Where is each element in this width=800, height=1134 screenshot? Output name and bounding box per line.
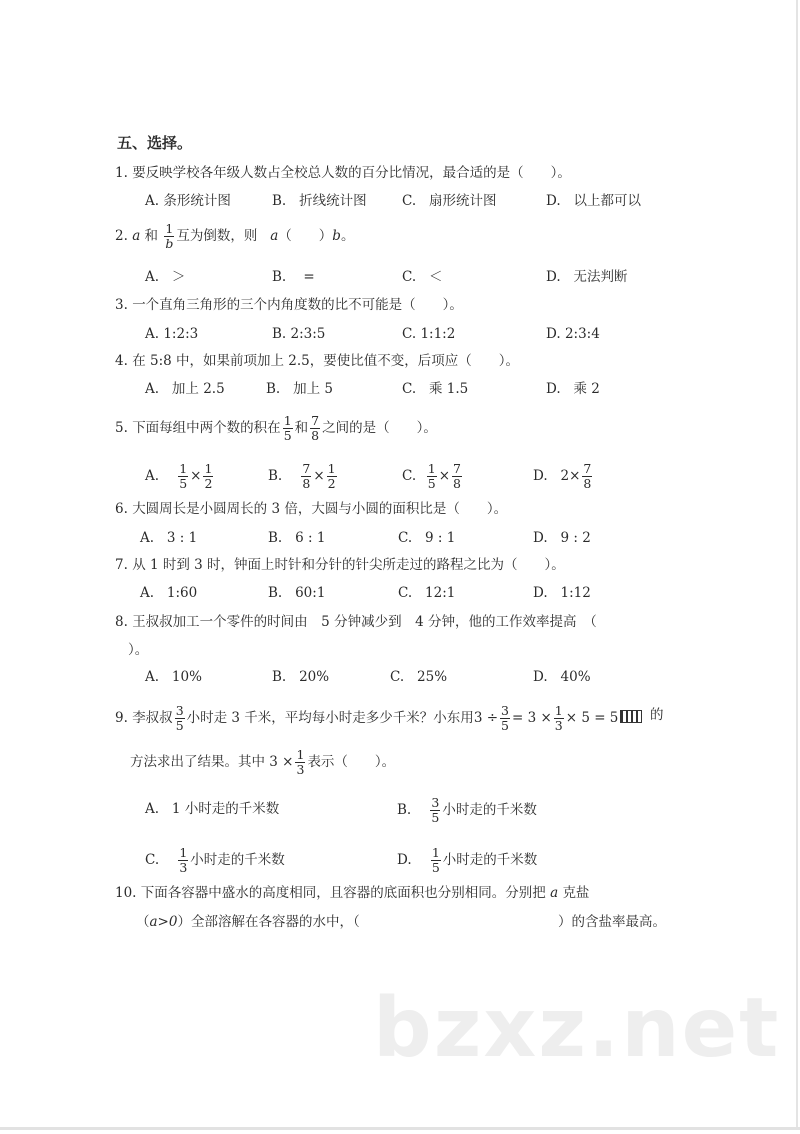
q2-option-a[interactable]: A. ＞ [145, 269, 186, 285]
q6-option-b[interactable]: B. 6 : 1 [268, 530, 326, 546]
question-10: 10. 下面各容器中盛水的高度相同，且容器的底面积也分别相同。分别把 a 克盐 [115, 885, 590, 901]
q6-option-d[interactable]: D. 9 : 2 [533, 530, 591, 546]
q2-option-c[interactable]: C. ＜ [402, 269, 443, 285]
q4-option-c[interactable]: C. 乘 1.5 [402, 381, 469, 397]
q5-option-d[interactable]: D. 2× $\frac{7}{8}$ [533, 461, 592, 491]
question-number: 1. [115, 165, 128, 181]
q7-option-c[interactable]: C. 12:1 [398, 585, 456, 601]
q3-option-d[interactable]: D. 2:3:4 [546, 326, 600, 342]
q8-option-b[interactable]: B. 20% [272, 669, 330, 685]
q3-option-a[interactable]: A. 1:2:3 [145, 326, 199, 342]
q5-option-b[interactable]: B. $\frac{7}{8}$ × $\frac{1}{2}$ [268, 461, 336, 491]
question-10-answer-close: ）的含盐率最高。 [558, 914, 666, 930]
q5-option-a[interactable]: A. $\frac{1}{5}$ × $\frac{1}{2}$ [145, 461, 213, 491]
q6-option-c[interactable]: C. 9 : 1 [398, 530, 456, 546]
q4-option-d[interactable]: D. 乘 2 [546, 381, 600, 397]
q7-option-b[interactable]: B. 60:1 [268, 585, 326, 601]
question-9-de: 的 [650, 707, 664, 723]
q1-option-a[interactable]: A. 条形统计图 [145, 193, 231, 209]
question-9: 9. 李叔叔 $\frac{3}{5}$ 小时走 3 千米，平均每小时走多少千米？小东用3 ÷ $\frac{3}{5}$ = 3 × $\frac{1}{3}$ × 5 = 5 [115, 704, 642, 733]
q1-option-d[interactable]: D. 以上都可以 [546, 193, 642, 209]
watermark: bzxz.net [373, 981, 781, 1076]
question-text: 要反映学校各年级人数占全校总人数的百分比情况，最合适的是（ ）。 [132, 165, 571, 181]
question-2: 2. a 和 $\frac{1}{b}$ 互为倒数，则 a（ ）b。 [115, 221, 355, 251]
q3-option-b[interactable]: B. 2:3:5 [272, 326, 326, 342]
question-7: 7. 从 1 时到 3 时，钟面上时针和分针的针尖所走过的路程之比为（ ）。 [115, 557, 565, 573]
page-border-bottom [0, 1127, 800, 1130]
fraction-1-over-b: $\frac{1}{b}$ [165, 221, 174, 251]
question-1 [115, 164, 571, 182]
question-8-continued: ）。 [128, 642, 149, 658]
page-border-right [796, 0, 798, 1130]
q9-option-a[interactable]: A. 1 小时走的千米数 [145, 801, 280, 817]
garbled-glyph [620, 710, 642, 723]
q1-option-c[interactable]: C. 扇形统计图 [402, 193, 497, 209]
section-title: 五、选择。 [117, 134, 193, 152]
q4-option-b[interactable]: B. 加上 5 [266, 381, 333, 397]
question-10-line2: （a>0）全部溶解在各容器的水中，（ [136, 914, 360, 930]
q2-option-b[interactable]: B. = [272, 269, 315, 285]
q8-option-a[interactable]: A. 10% [145, 669, 202, 685]
q4-option-a[interactable]: A. 加上 2.5 [145, 381, 225, 397]
question-8: 8. 王叔叔加工一个零件的时间由 5 分钟减少到 4 分钟，他的工作效率提高 （ [115, 614, 597, 630]
q9-option-d[interactable]: D. $\frac{1}{5}$ 小时走的千米数 [397, 845, 538, 875]
q8-option-d[interactable]: D. 40% [533, 669, 591, 685]
q9-option-c[interactable]: C. $\frac{1}{3}$ 小时走的千米数 [145, 845, 285, 875]
question-4: 4. 在 5:8 中，如果前项加上 2.5，要使比值不变，后项应（ ）。 [115, 353, 520, 369]
q7-option-d[interactable]: D. 1:12 [533, 585, 591, 601]
q7-option-a[interactable]: A. 1:60 [140, 585, 198, 601]
q2-option-d[interactable]: D. 无法判断 [546, 269, 628, 285]
question-3: 3. 一个直角三角形的三个内角度数的比不可能是（ ）。 [115, 297, 463, 313]
question-6: 6. 大圆周长是小圆周长的 3 倍，大圆与小圆的面积比是（ ）。 [115, 501, 508, 517]
q3-option-c[interactable]: C. 1:1:2 [402, 326, 456, 342]
q9-option-b[interactable]: B. $\frac{3}{5}$ 小时走的千米数 [397, 795, 537, 825]
question-5: 5. 下面每组中两个数的积在 $\frac{1}{5}$ 和 $\frac{7}{8}$ 之间的是（ ）。 [115, 413, 437, 443]
q8-option-c[interactable]: C. 25% [390, 669, 448, 685]
q6-option-a[interactable]: A. 3 : 1 [140, 530, 198, 546]
question-9-line2: 方法求出了结果。其中 3 × $\frac{1}{3}$ 表示（ ）。 [130, 747, 396, 777]
q1-option-b[interactable]: B. 折线统计图 [272, 193, 367, 209]
q5-option-c[interactable]: C. $\frac{1}{5}$ × $\frac{7}{8}$ [402, 461, 461, 491]
